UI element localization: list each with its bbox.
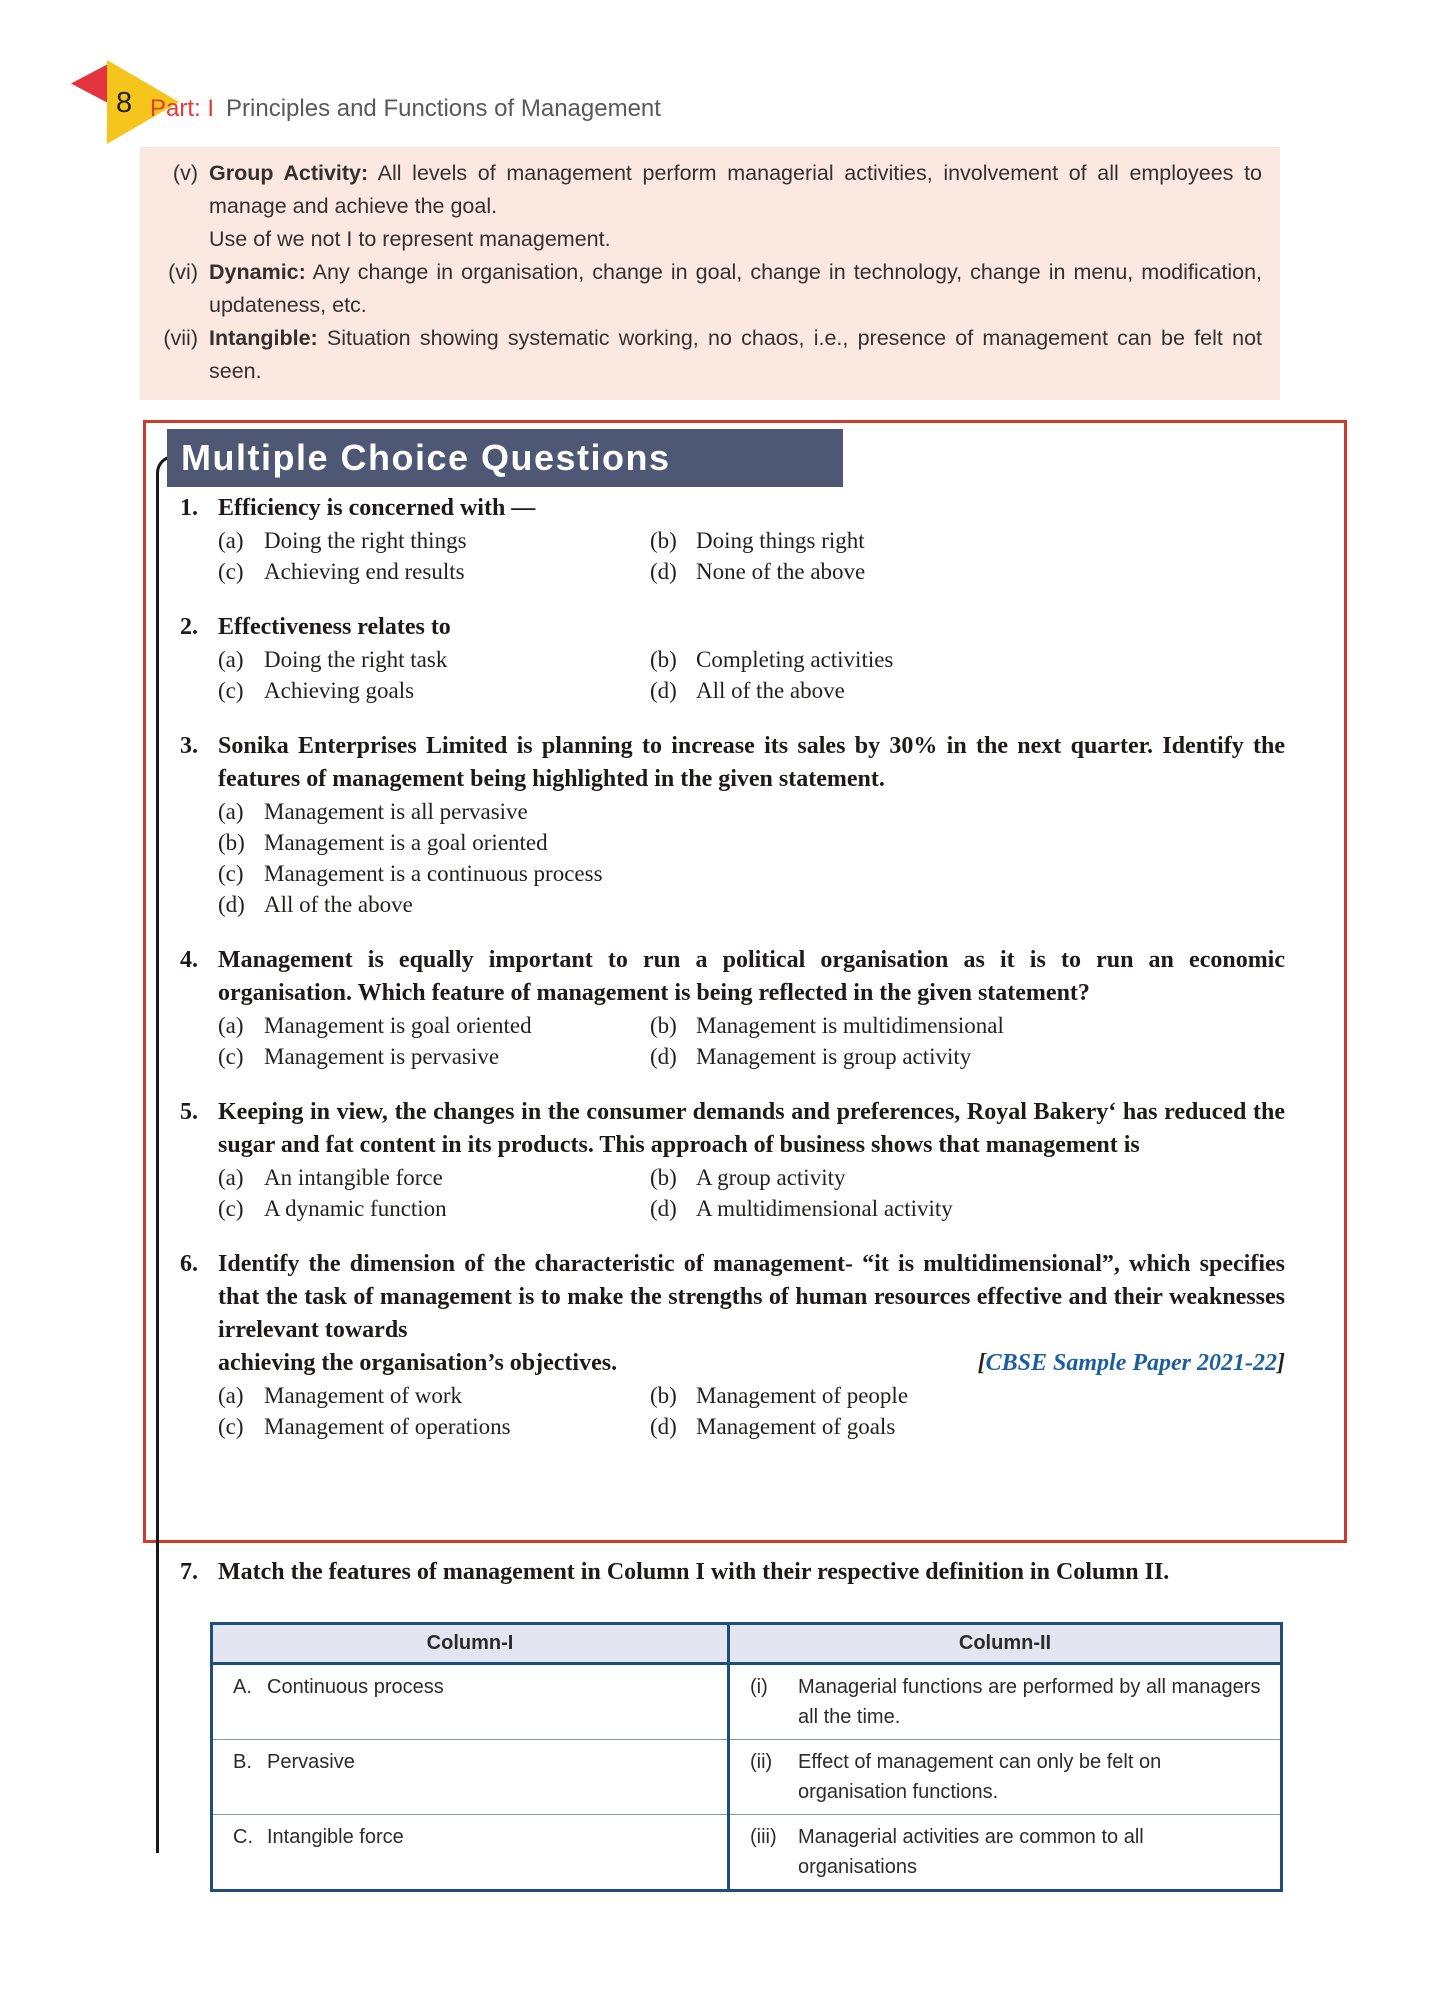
red-triangle-icon: [71, 64, 108, 103]
feature-term: Dynamic:: [209, 260, 306, 284]
option-d: (d) A multidimensional activity: [650, 1196, 953, 1221]
option-d: (d) None of the above: [650, 559, 866, 584]
option-b: (b) Management is multidimensional: [650, 1013, 1004, 1038]
option-c: (c) Achieving end results: [218, 559, 465, 584]
question-number: 5.: [180, 1099, 198, 1125]
option-d: (d) All of the above: [218, 892, 413, 917]
question-number: 6.: [180, 1251, 198, 1277]
page-header: [150, 95, 661, 123]
part-label: Part: I: [150, 95, 215, 122]
options: [218, 644, 1285, 706]
features-summary-box: [140, 147, 1280, 400]
feature-text: Group Activity: All levels of management perform managerial activities, involvement of all employees to manage and achieve the goal. Use of we not I to represent management.: [209, 157, 1262, 256]
option-c: (c) Management is a continuous process: [218, 861, 603, 886]
match-columns-table: [210, 1622, 1283, 1892]
question-number: 1.: [180, 495, 198, 521]
options: [218, 1380, 1285, 1442]
column-2-header: Column-II: [729, 1624, 1282, 1664]
table-header-row: [212, 1624, 1282, 1664]
option-c: (c) Achieving goals: [218, 678, 415, 703]
table-row: A. Continuous process (i) Managerial functions are performed by all managers all the time.: [212, 1664, 1282, 1740]
option-a: (a) Doing the right things: [218, 528, 467, 553]
options: [218, 796, 1285, 920]
citation: [CBSE Sample Paper 2021-22]: [977, 1350, 1285, 1376]
option-b: (b) Management of people: [650, 1383, 909, 1408]
feature-text: Dynamic: Any change in organisation, change in goal, change in technology, change in menu, modification, updateness, etc.: [209, 260, 1262, 317]
question-text-last-line: achieving the organisation’s objectives. [CBSE Sample Paper 2021-22]: [218, 1347, 1285, 1380]
question-number: 3.: [180, 733, 198, 759]
option-b: (b) A group activity: [650, 1165, 846, 1190]
option-a: (a) Doing the right task: [218, 647, 448, 672]
feature-term: Group Activity:: [209, 161, 369, 185]
feature-term: Intangible:: [209, 326, 318, 350]
section-rule-line: [156, 455, 175, 1853]
option-a: (a) Management of work: [218, 1383, 462, 1408]
option-a: (a) Management is all pervasive: [218, 799, 528, 824]
question-number: 4.: [180, 947, 198, 973]
feature-text: Intangible: Situation showing systematic working, no chaos, i.e., presence of management can be felt not seen.: [209, 326, 1262, 383]
question-5: [180, 1096, 1285, 1224]
table-row: B. Pervasive (ii) Effect of management can only be felt on organisation functions.: [212, 1740, 1282, 1815]
question-2: [180, 611, 1285, 706]
question-number: 7.: [180, 1559, 198, 1585]
page-number: 8: [116, 87, 133, 119]
option-d: (d) Management is group activity: [650, 1044, 972, 1069]
feature-label: (vii): [163, 326, 198, 350]
question-text: Efficiency is concerned with —: [218, 495, 536, 521]
question-1: [180, 492, 1285, 587]
chapter-title: Principles and Functions of Management: [226, 95, 661, 122]
feature-item-vii: [140, 322, 1262, 388]
question-4: [180, 944, 1285, 1072]
mcq-question-list: [180, 492, 1285, 1466]
question-6: [180, 1248, 1285, 1442]
table-row: C. Intangible force (iii) Managerial activities are common to all organisations: [212, 1815, 1282, 1891]
options: [218, 1010, 1285, 1072]
option-b: (b) Management is a goal oriented: [218, 830, 548, 855]
option-d: (d) All of the above: [650, 678, 845, 703]
option-b: (b) Doing things right: [650, 528, 865, 553]
question-text: Sonika Enterprises Limited is planning to increase its sales by 30% in the next quarter. Identify the features of management being highlighted in the given statement.: [218, 733, 1285, 792]
question-text: Keeping in view, the changes in the consumer demands and preferences, Royal Bakery‘ has reduced the sugar and fat content in its products. This approach of business shows that management is: [218, 1099, 1285, 1158]
feature-label: (vi): [168, 260, 198, 284]
question-number: 2.: [180, 614, 198, 640]
mcq-section-title: Multiple Choice Questions: [167, 429, 843, 487]
question-text: Identify the dimension of the characteristic of management- “it is multidimensional”, which specifies that the task of management is to make the strengths of human resources effective and their weaknesses irrelevant towards: [218, 1251, 1285, 1343]
option-c: (c) A dynamic function: [218, 1196, 447, 1221]
options: [218, 1162, 1285, 1224]
option-a: (a) An intangible force: [218, 1165, 443, 1190]
question-3: [180, 730, 1285, 920]
option-b: (b) Completing activities: [650, 647, 894, 672]
option-a: (a) Management is goal oriented: [218, 1013, 532, 1038]
feature-note: Use of we not I to represent management.: [209, 227, 611, 251]
question-text: Effectiveness relates to: [218, 614, 451, 640]
question-text: Management is equally important to run a political organisation as it is to run an economic organisation. Which feature of management is being reflected in the given statement?: [218, 947, 1285, 1006]
question-7: [180, 1556, 1285, 1589]
column-1-header: Column-I: [212, 1624, 729, 1664]
options: [218, 525, 1285, 587]
question-text: Match the features of management in Column I with their respective definition in Column II.: [218, 1559, 1170, 1585]
feature-item-vi: [140, 256, 1262, 322]
option-c: (c) Management of operations: [218, 1414, 511, 1439]
option-d: (d) Management of goals: [650, 1414, 896, 1439]
option-c: (c) Management is pervasive: [218, 1044, 500, 1069]
feature-label: (v): [172, 161, 198, 185]
feature-item-v: [140, 157, 1262, 256]
